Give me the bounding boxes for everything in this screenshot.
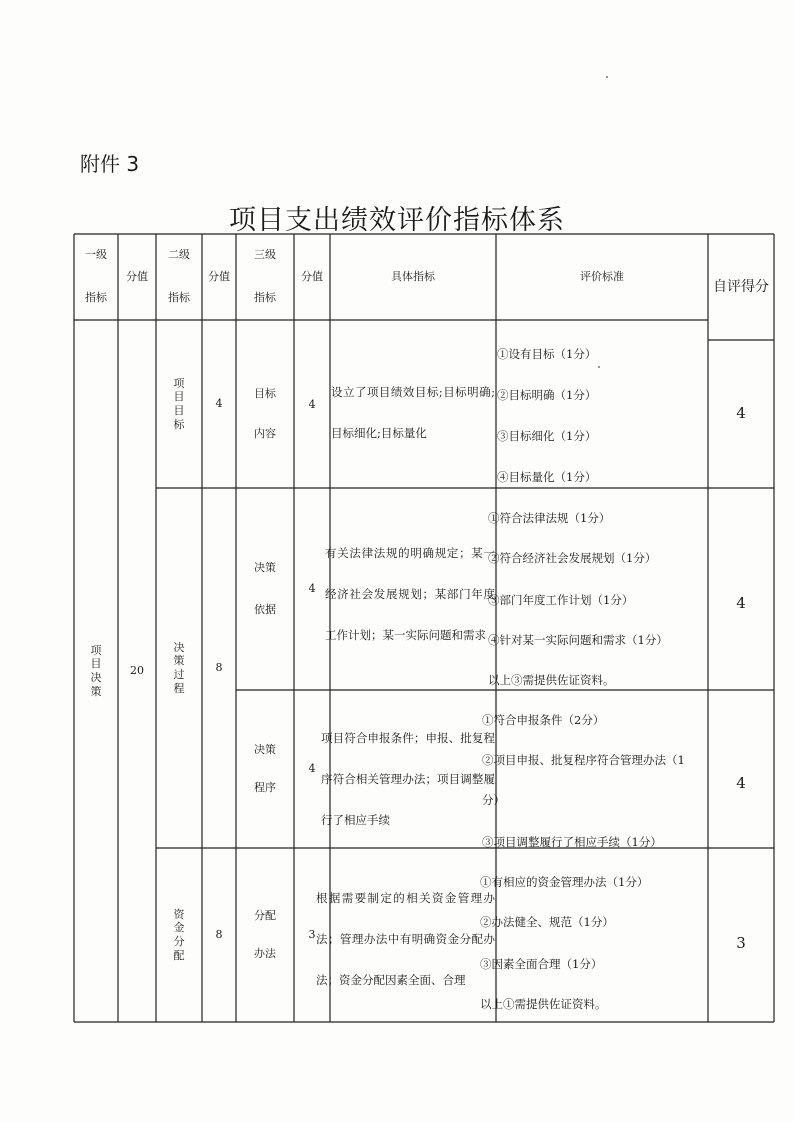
criteria-4-item: 以上①需提供佐证资料。 bbox=[480, 997, 607, 1011]
detail-1: 设立了项目绩效目标;目标明确;目标细化;目标量化 bbox=[331, 385, 495, 440]
level3-2-line2: 依据 bbox=[254, 603, 276, 616]
scan-speck bbox=[598, 366, 600, 368]
criteria-1-item: ①设有目标（1分） bbox=[497, 347, 597, 361]
level2-2-char-4: 程 bbox=[173, 681, 185, 695]
level1-char-1: 项 bbox=[90, 643, 102, 657]
criteria-3-item: ③项目调整履行了相应手续（1分） bbox=[482, 835, 662, 849]
criteria-2-item: ②符合经济社会发展规划（1分） bbox=[488, 551, 657, 565]
level2-name-2 bbox=[156, 488, 202, 848]
level3-3-line1: 决策 bbox=[254, 742, 276, 756]
level3-score-4: 3 bbox=[308, 927, 316, 941]
header-self-score: 自评得分 bbox=[713, 278, 769, 295]
detail-3: 项目符合申报条件；申报、批复程序符合相关管理办法；项目调整履行了相应手续 bbox=[321, 731, 495, 827]
criteria-1-item: ②目标明确（1分） bbox=[497, 388, 597, 402]
level2-1-char-1: 项 bbox=[173, 376, 185, 390]
self-score-2: 4 bbox=[736, 594, 746, 613]
header-level1 bbox=[74, 234, 118, 320]
level2-3-char-2: 金 bbox=[173, 921, 185, 935]
level2-2-char-2: 策 bbox=[173, 654, 185, 668]
level3-4-line2: 办法 bbox=[254, 947, 276, 960]
level3-3-line2: 程序 bbox=[254, 781, 276, 794]
level3-name-4 bbox=[236, 848, 294, 1022]
criteria-2-item: ③部门年度工作计划（1分） bbox=[488, 593, 634, 607]
level3-score-1: 4 bbox=[308, 397, 316, 411]
header-level1-line1: 一级 bbox=[85, 248, 107, 262]
criteria-4-item: ②办法健全、规范（1分） bbox=[480, 915, 614, 929]
detail-4: 根据需要制定的相关资金管理办法；管理办法中有明确资金分配办法；资金分配因素全面、合理 bbox=[316, 891, 495, 987]
criteria-3-item: ①符合申报条件（2分） bbox=[482, 713, 605, 727]
header-score2: 分值 bbox=[208, 269, 230, 283]
header-score3: 分值 bbox=[301, 269, 323, 283]
header-criteria: 评价标准 bbox=[580, 269, 624, 283]
header-level3-line2: 指标 bbox=[254, 291, 276, 305]
level3-1-line2: 内容 bbox=[254, 427, 276, 440]
level2-score-1: 4 bbox=[215, 396, 223, 410]
level1-char-4: 策 bbox=[90, 684, 102, 698]
level2-name-3 bbox=[156, 848, 202, 1022]
level2-1-char-2: 目 bbox=[173, 390, 185, 404]
level3-2-line1: 决策 bbox=[254, 560, 276, 574]
level2-1-char-3: 目 bbox=[173, 404, 185, 417]
scan-speck bbox=[606, 76, 608, 78]
level2-score-2: 8 bbox=[215, 660, 223, 674]
self-score-3: 4 bbox=[736, 774, 746, 793]
attachment-label: 附件 3 bbox=[80, 152, 140, 176]
criteria-1-item: ③目标细化（1分） bbox=[497, 429, 597, 443]
level1-score: 20 bbox=[130, 663, 144, 677]
level2-2-char-3: 过 bbox=[173, 668, 185, 681]
criteria-2-item: 以上③需提供佐证资料。 bbox=[488, 673, 615, 687]
criteria-3-item: 分） bbox=[482, 793, 505, 807]
header-level2-line1: 二级 bbox=[168, 248, 190, 262]
header-level2 bbox=[156, 234, 202, 320]
level2-name-1 bbox=[156, 320, 202, 488]
criteria-2-item: ④针对某一实际问题和需求（1分） bbox=[488, 633, 668, 647]
self-score-4: 3 bbox=[736, 934, 746, 953]
level3-name-3 bbox=[236, 690, 294, 848]
level1-char-2: 目 bbox=[90, 657, 102, 671]
criteria-2-item: ①符合法律法规（1分） bbox=[488, 511, 611, 525]
self-score-1: 4 bbox=[736, 404, 746, 423]
criteria-1-item: ④目标量化（1分） bbox=[497, 470, 597, 484]
level2-score-3: 8 bbox=[215, 927, 223, 941]
criteria-4-item: ③因素全面合理（1分） bbox=[480, 957, 603, 971]
header-level1-line2: 指标 bbox=[85, 291, 107, 305]
level2-3-char-3: 分 bbox=[173, 935, 185, 948]
detail-2: 有关法律法规的明确规定；某一经济社会发展规划；某部门年度工作计划；某一实际问题和需求 bbox=[325, 546, 495, 642]
header-level3-line1: 三级 bbox=[254, 248, 276, 262]
level3-4-line1: 分配 bbox=[254, 908, 276, 922]
level1-name bbox=[74, 320, 118, 1022]
level2-1-char-4: 标 bbox=[173, 417, 185, 431]
level3-name-1 bbox=[236, 340, 294, 488]
criteria-4-item: ①有相应的资金管理办法（1分） bbox=[480, 875, 649, 889]
header-level2-line2: 指标 bbox=[168, 291, 190, 305]
level2-3-char-1: 资 bbox=[173, 907, 185, 921]
header-level3 bbox=[236, 234, 294, 320]
level1-char-3: 决 bbox=[90, 671, 102, 684]
level3-score-3: 4 bbox=[308, 761, 316, 775]
header-score1: 分值 bbox=[126, 269, 148, 283]
page-title: 项目支出绩效评价指标体系 bbox=[229, 205, 565, 236]
criteria-3-item: ②项目申报、批复程序符合管理办法（1 bbox=[482, 753, 685, 767]
level2-2-char-1: 决 bbox=[173, 640, 185, 654]
level3-score-2: 4 bbox=[308, 581, 316, 595]
level3-1-line1: 目标 bbox=[254, 386, 276, 400]
header-detail: 具体指标 bbox=[391, 269, 435, 283]
level3-name-2 bbox=[236, 488, 294, 690]
level2-3-char-4: 配 bbox=[173, 948, 185, 962]
